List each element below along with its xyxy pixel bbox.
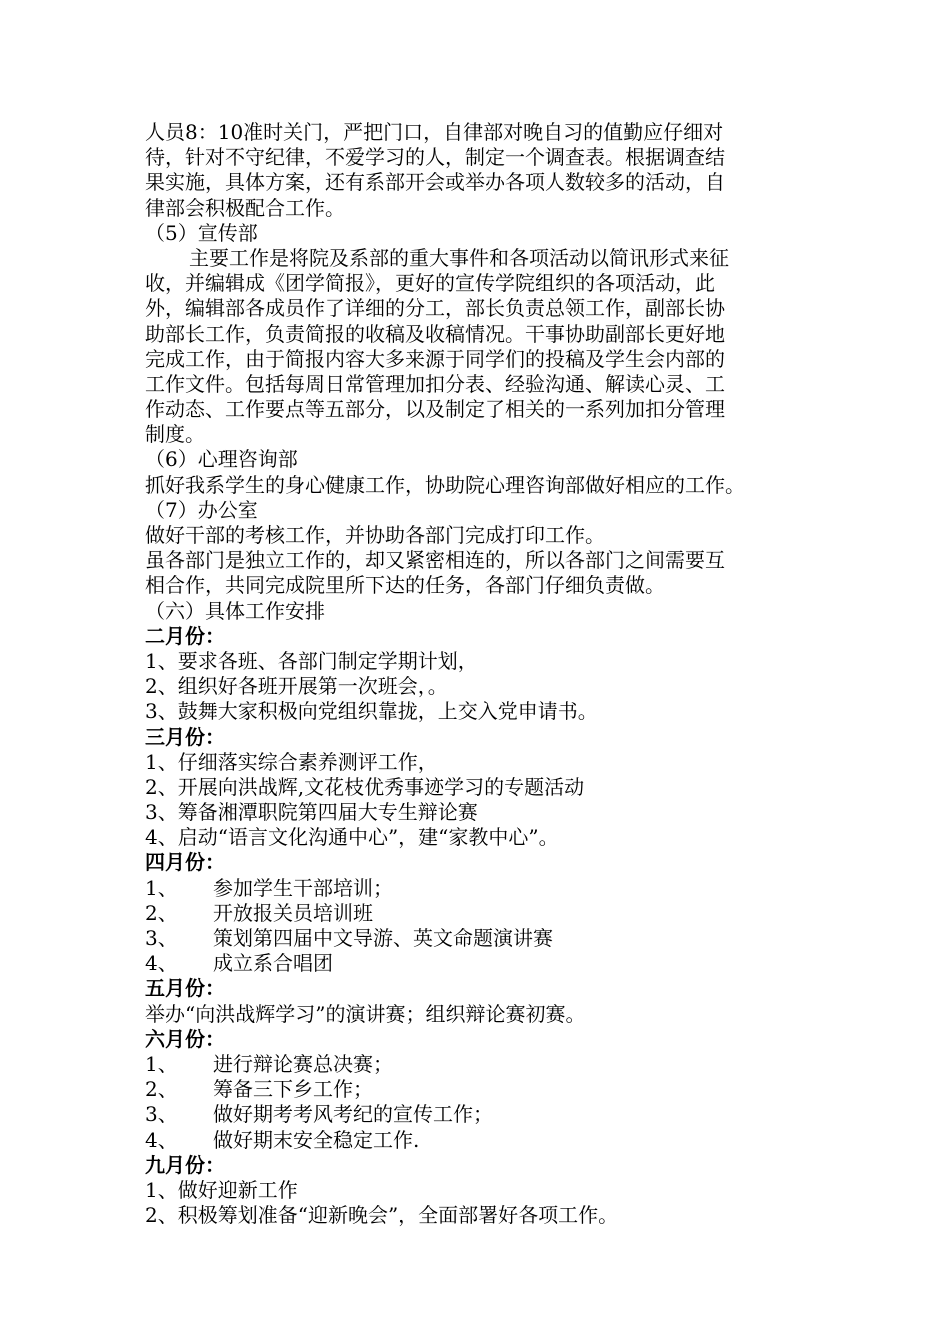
paragraph-line: 做好干部的考核工作，并协助各部门完成打印工作。 bbox=[145, 523, 605, 547]
section-heading-schedule: （六）具体工作安排 bbox=[145, 598, 325, 623]
list-number: 3、 bbox=[145, 1102, 178, 1127]
list-item bbox=[145, 926, 815, 951]
list-text: 做好期末安全稳定工作. bbox=[213, 1127, 420, 1152]
list-number: 1、 bbox=[145, 1051, 178, 1076]
list-item: 1、做好迎新工作 bbox=[145, 1177, 298, 1202]
paragraph-line: 律部会积极配合工作。 bbox=[145, 195, 345, 220]
month-heading-sep: 九月份： bbox=[145, 1152, 225, 1177]
list-text: 成立系合唱团 bbox=[213, 951, 333, 976]
month-heading-feb: 二月份： bbox=[145, 623, 225, 648]
list-item bbox=[145, 876, 815, 901]
list-item bbox=[145, 951, 815, 976]
list-text: 参加学生干部培训； bbox=[213, 875, 393, 900]
list-text: 策划第四届中文导游、英文命题演讲赛 bbox=[213, 926, 553, 950]
list-item: 1、仔细落实综合素养测评工作， bbox=[145, 749, 438, 774]
list-item: 2、开展向洪战辉,文花枝优秀事迹学习的专题活动 bbox=[145, 774, 585, 799]
list-item: 1、要求各班、各部门制定学期计划， bbox=[145, 648, 478, 673]
document-page bbox=[145, 120, 815, 1228]
list-text: 进行辩论赛总决赛； bbox=[213, 1051, 393, 1076]
paragraph-line: 抓好我系学生的身心健康工作，协助院心理咨询部做好相应的工作。 bbox=[145, 472, 745, 497]
list-item: 3、鼓舞大家积极向党组织靠拢，上交入党申请书。 bbox=[145, 699, 598, 724]
month-heading-may: 五月份： bbox=[145, 976, 225, 1001]
list-item bbox=[145, 1128, 815, 1153]
list-text: 筹备三下乡工作； bbox=[213, 1077, 373, 1102]
month-heading-mar: 三月份： bbox=[145, 724, 225, 749]
list-item bbox=[145, 1077, 815, 1102]
list-number: 2、 bbox=[145, 900, 178, 925]
list-item: 3、筹备湘潭职院第四届大专生辩论赛 bbox=[145, 800, 478, 825]
list-item: 4、启动“语言文化沟通中心”，建“家教中心”。 bbox=[145, 825, 559, 850]
list-item: 2、组织好各班开展第一次班会，。 bbox=[145, 674, 448, 699]
paragraph-line: 举办“向洪战辉学习”的演讲赛；组织辩论赛初赛。 bbox=[145, 1001, 586, 1026]
paragraph-line: 相合作，共同完成院里所下达的任务，各部门仔细负责做。 bbox=[145, 573, 665, 598]
paragraph-line: 主要工作是将院及系部的重大事件和各项活动以简讯形式来征 bbox=[189, 245, 729, 270]
section-heading-counseling: （6）心理咨询部 bbox=[145, 447, 298, 472]
month-heading-jun: 六月份： bbox=[145, 1026, 225, 1051]
list-item bbox=[145, 901, 815, 926]
list-text: 开放报关员培训班 bbox=[213, 900, 373, 925]
section-heading-publicity: （5）宣传部 bbox=[145, 220, 258, 245]
paragraph-line: 助部长工作，负责简报的收稿及收稿情况。干事协助副部长更好地 bbox=[145, 321, 725, 346]
paragraph-line: 工作文件。包括每周日常管理加扣分表、经验沟通、解读心灵、工 bbox=[145, 371, 725, 396]
list-number: 1、 bbox=[145, 875, 178, 900]
paragraph-line: 收，并编辑成《团学简报》，更好的宣传学院组织的各项活动，此 bbox=[145, 271, 715, 296]
month-heading-apr: 四月份： bbox=[145, 850, 225, 875]
list-text: 做好期考考风考纪的宣传工作； bbox=[213, 1102, 493, 1127]
list-item bbox=[145, 1052, 815, 1077]
paragraph-line: 果实施，具体方案，还有系部开会或举办各项人数较多的活动，自 bbox=[145, 170, 725, 195]
paragraph-line: 制度。 bbox=[145, 422, 205, 447]
paragraph-line: 虽各部门是独立工作的，却又紧密相连的，所以各部门之间需要互 bbox=[145, 548, 725, 573]
paragraph-line: 人员8：10准时关门，严把门口，自律部对晚自习的值勤应仔细对 bbox=[145, 120, 724, 144]
paragraph-line: 完成工作，由于简报内容大多来源于同学们的投稿及学生会内部的 bbox=[145, 346, 725, 371]
list-number: 4、 bbox=[145, 951, 178, 976]
list-number: 3、 bbox=[145, 926, 178, 950]
paragraph-line: 作动态、工作要点等五部分，以及制定了相关的一系列加扣分管理 bbox=[145, 397, 725, 422]
section-heading-office: （7）办公室 bbox=[145, 497, 258, 522]
list-item bbox=[145, 1102, 815, 1127]
paragraph-line: 待，针对不守纪律，不爱学习的人，制定一个调查表。根据调查结 bbox=[145, 145, 725, 170]
paragraph-line: 外，编辑部各成员作了详细的分工，部长负责总领工作，副部长协 bbox=[145, 296, 725, 321]
list-item: 2、积极筹划准备“迎新晚会”，全面部署好各项工作。 bbox=[145, 1203, 619, 1228]
list-number: 2、 bbox=[145, 1077, 178, 1102]
list-number: 4、 bbox=[145, 1127, 178, 1152]
